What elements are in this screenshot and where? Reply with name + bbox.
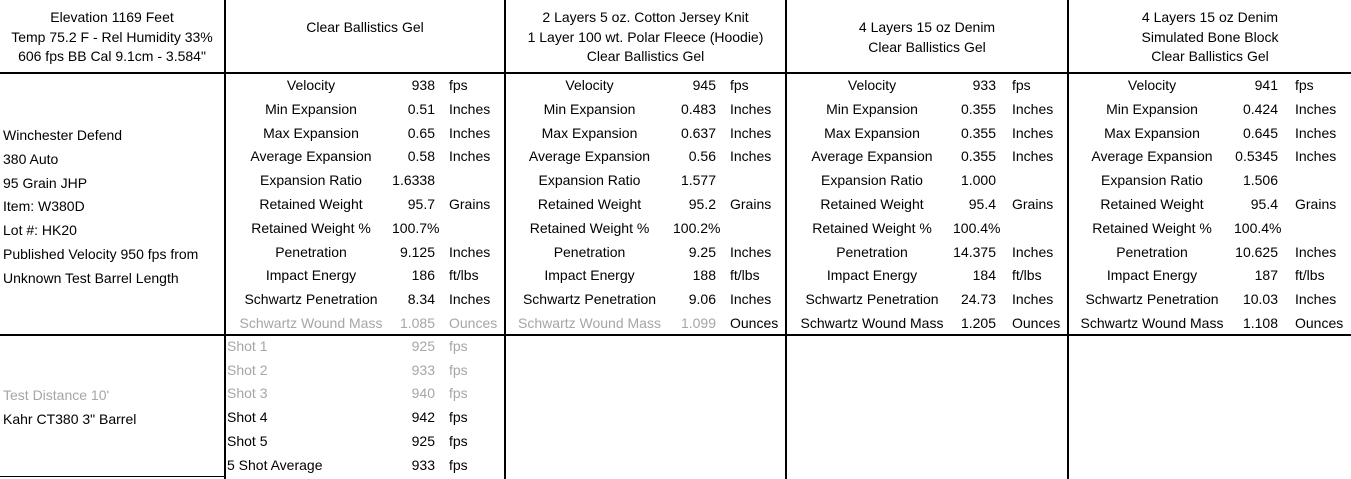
ammo-info-line: Unknown Test Barrel Length bbox=[3, 269, 179, 286]
retained-weight-unit: Grains bbox=[449, 196, 491, 212]
schwartz-wound-mass-unit: Ounces bbox=[1012, 315, 1061, 331]
min-expansion-label: Min Expansion bbox=[543, 100, 636, 117]
retained-weight-unit: Grains bbox=[730, 196, 772, 212]
expansion-ratio-value: 1.506 bbox=[1242, 172, 1278, 189]
average-expansion-label: Average Expansion bbox=[528, 148, 651, 165]
shot-label: Shot 1 bbox=[227, 338, 268, 354]
impact-energy-unit: ft/lbs bbox=[1295, 267, 1325, 284]
penetration-value: 14.375 bbox=[953, 243, 996, 260]
velocity-unit: fps bbox=[449, 77, 468, 93]
header-line: Clear Ballistics Gel bbox=[586, 48, 705, 64]
velocity-unit: fps bbox=[1012, 77, 1031, 93]
header-line: Simulated Bone Block bbox=[1141, 28, 1279, 45]
retained-weight-pct-value: 100.7% bbox=[392, 219, 440, 236]
average-expansion-value: 0.56 bbox=[688, 148, 716, 165]
impact-energy-label: Impact Energy bbox=[265, 267, 357, 284]
max-expansion-value: 0.637 bbox=[680, 124, 716, 141]
schwartz-wound-mass-value: 1.099 bbox=[680, 315, 716, 331]
min-expansion-value: 0.483 bbox=[680, 100, 716, 117]
impact-energy-value: 187 bbox=[1254, 267, 1278, 284]
penetration-value: 9.125 bbox=[399, 243, 435, 260]
shot-unit: fps bbox=[449, 385, 468, 402]
average-expansion-value: 0.58 bbox=[407, 148, 435, 165]
schwartz-wound-mass-unit: Ounces bbox=[449, 315, 498, 331]
shot-unit: fps bbox=[449, 432, 468, 449]
min-expansion-value: 0.355 bbox=[960, 100, 996, 117]
schwartz-penetration-label: Schwartz Penetration bbox=[1085, 291, 1219, 308]
impact-energy-value: 184 bbox=[972, 267, 996, 284]
min-expansion-unit: Inches bbox=[449, 100, 491, 117]
medium-header-col4 bbox=[1069, 8, 1351, 67]
expansion-ratio-value: 1.577 bbox=[680, 172, 716, 189]
max-expansion-value: 0.65 bbox=[407, 124, 435, 141]
ammo-info-line: 380 Auto bbox=[3, 150, 59, 167]
header-line: 4 Layers 15 oz Denim bbox=[858, 19, 996, 35]
penetration-value: 9.25 bbox=[688, 243, 716, 260]
shot-velocity: 933 bbox=[411, 456, 435, 473]
velocity-value: 938 bbox=[411, 77, 435, 93]
penetration-label: Penetration bbox=[275, 243, 347, 260]
max-expansion-unit: Inches bbox=[1012, 124, 1054, 141]
test-distance: Test Distance 10' bbox=[3, 387, 110, 403]
shot-unit: fps bbox=[449, 456, 468, 473]
schwartz-wound-mass-value: 1.085 bbox=[399, 315, 435, 331]
schwartz-penetration-value: 9.06 bbox=[688, 291, 716, 308]
average-expansion-value: 0.355 bbox=[960, 148, 996, 165]
impact-energy-unit: ft/lbs bbox=[730, 267, 760, 284]
impact-energy-value: 186 bbox=[411, 267, 435, 284]
shot-unit: fps bbox=[449, 409, 468, 426]
retained-weight-unit: Grains bbox=[1012, 196, 1054, 212]
medium-header-col1 bbox=[226, 18, 504, 38]
retained-weight-unit: Grains bbox=[1295, 196, 1337, 212]
impact-energy-label: Impact Energy bbox=[544, 267, 635, 284]
velocity-unit: fps bbox=[730, 77, 749, 93]
retained-weight-label: Retained Weight bbox=[820, 196, 924, 212]
average-expansion-unit: Inches bbox=[1295, 148, 1337, 165]
min-expansion-label: Min Expansion bbox=[826, 100, 918, 117]
schwartz-penetration-value: 24.73 bbox=[960, 291, 996, 308]
min-expansion-unit: Inches bbox=[1295, 100, 1337, 117]
header-line: Clear Ballistics Gel bbox=[868, 38, 986, 55]
max-expansion-value: 0.645 bbox=[1242, 124, 1278, 141]
max-expansion-label: Max Expansion bbox=[824, 124, 920, 141]
shot-velocity: 933 bbox=[411, 361, 435, 378]
average-expansion-value: 0.5345 bbox=[1235, 148, 1278, 165]
ammo-info-line: Lot #: HK20 bbox=[3, 222, 77, 239]
average-expansion-unit: Inches bbox=[730, 148, 772, 165]
shot-label: Shot 4 bbox=[227, 409, 268, 426]
impact-energy-unit: ft/lbs bbox=[1012, 267, 1042, 284]
retained-weight-pct-value: 100.4% bbox=[953, 219, 1001, 236]
schwartz-wound-mass-label: Schwartz Wound Mass bbox=[1080, 315, 1224, 331]
min-expansion-unit: Inches bbox=[730, 100, 772, 117]
retained-weight-pct-value: 100.4% bbox=[1234, 219, 1282, 236]
min-expansion-label: Min Expansion bbox=[265, 100, 357, 117]
expansion-ratio-value: 1.6338 bbox=[392, 172, 435, 189]
header-line: 4 Layers 15 oz Denim bbox=[1141, 9, 1279, 25]
max-expansion-unit: Inches bbox=[1295, 124, 1337, 141]
expansion-ratio-label: Expansion Ratio bbox=[821, 172, 923, 189]
retained-weight-label: Retained Weight bbox=[259, 196, 363, 212]
average-expansion-label: Average Expansion bbox=[811, 148, 933, 165]
expansion-ratio-label: Expansion Ratio bbox=[538, 172, 641, 189]
shot-velocity: 925 bbox=[411, 432, 435, 449]
velocity-label: Velocity bbox=[847, 77, 897, 93]
header-line: Temp 75.2 F - Rel Humidity 33% bbox=[11, 28, 213, 45]
ammo-info-line: Item: W380D bbox=[3, 198, 85, 215]
schwartz-wound-mass-label: Schwartz Wound Mass bbox=[518, 315, 661, 331]
retained-weight-value: 95.4 bbox=[1250, 196, 1278, 212]
velocity-value: 945 bbox=[692, 77, 716, 93]
schwartz-penetration-value: 8.34 bbox=[407, 291, 435, 308]
retained-weight-value: 95.4 bbox=[968, 196, 996, 212]
penetration-value: 10.625 bbox=[1235, 243, 1278, 260]
retained-weight-label: Retained Weight bbox=[1100, 196, 1204, 212]
impact-energy-label: Impact Energy bbox=[1106, 267, 1198, 284]
schwartz-wound-mass-value: 1.205 bbox=[960, 315, 996, 331]
expansion-ratio-value: 1.000 bbox=[960, 172, 996, 189]
velocity-value: 933 bbox=[972, 77, 996, 93]
retained-weight-value: 95.7 bbox=[407, 196, 435, 212]
header-line: 606 fps BB Cal 9.1cm - 3.584" bbox=[18, 48, 206, 64]
shot-label: Shot 2 bbox=[227, 361, 268, 378]
penetration-unit: Inches bbox=[730, 243, 772, 260]
schwartz-wound-mass-label: Schwartz Wound Mass bbox=[800, 315, 944, 331]
max-expansion-value: 0.355 bbox=[960, 124, 996, 141]
impact-energy-unit: ft/lbs bbox=[449, 267, 479, 284]
retained-weight-label: Retained Weight bbox=[537, 196, 642, 212]
shot-label: Shot 3 bbox=[227, 385, 268, 402]
test-firearm: Kahr CT380 3" Barrel bbox=[3, 410, 137, 427]
impact-energy-label: Impact Energy bbox=[826, 267, 918, 284]
header-line: 2 Layers 5 oz. Cotton Jersey Knit bbox=[542, 9, 749, 25]
schwartz-penetration-label: Schwartz Penetration bbox=[244, 291, 378, 308]
min-expansion-unit: Inches bbox=[1012, 100, 1054, 117]
expansion-ratio-label: Expansion Ratio bbox=[260, 172, 362, 189]
max-expansion-unit: Inches bbox=[449, 124, 491, 141]
shot-unit: fps bbox=[449, 338, 468, 354]
shot-unit: fps bbox=[449, 361, 468, 378]
ammo-info bbox=[3, 124, 198, 291]
retained-weight-pct-label: Retained Weight % bbox=[812, 219, 932, 236]
schwartz-penetration-label: Schwartz Penetration bbox=[805, 291, 939, 308]
expansion-ratio-label: Expansion Ratio bbox=[1101, 172, 1203, 189]
penetration-unit: Inches bbox=[449, 243, 491, 260]
shot-label: 5 Shot Average bbox=[227, 456, 323, 473]
retained-weight-pct-label: Retained Weight % bbox=[251, 219, 371, 236]
penetration-label: Penetration bbox=[1116, 243, 1188, 260]
retained-weight-pct-label: Retained Weight % bbox=[529, 219, 650, 236]
min-expansion-label: Min Expansion bbox=[1106, 100, 1198, 117]
average-expansion-label: Average Expansion bbox=[1091, 148, 1213, 165]
shot-label: Shot 5 bbox=[227, 432, 268, 449]
schwartz-penetration-value: 10.03 bbox=[1242, 291, 1278, 308]
schwartz-wound-mass-unit: Ounces bbox=[1295, 315, 1344, 331]
penetration-unit: Inches bbox=[1012, 243, 1054, 260]
velocity-label: Velocity bbox=[286, 77, 336, 93]
impact-energy-value: 188 bbox=[692, 267, 716, 284]
shot-velocity: 942 bbox=[411, 409, 435, 426]
schwartz-wound-mass-unit: Ounces bbox=[730, 315, 779, 331]
average-expansion-unit: Inches bbox=[1012, 148, 1054, 165]
schwartz-penetration-label: Schwartz Penetration bbox=[522, 291, 657, 308]
schwartz-wound-mass-value: 1.108 bbox=[1242, 315, 1278, 331]
test-info bbox=[3, 384, 136, 432]
medium-header-col2 bbox=[506, 8, 785, 67]
retained-weight-pct-value: 100.2% bbox=[673, 219, 721, 236]
header-line: Elevation 1169 Feet bbox=[50, 9, 174, 25]
max-expansion-label: Max Expansion bbox=[541, 124, 638, 141]
min-expansion-value: 0.424 bbox=[1242, 100, 1278, 117]
average-expansion-label: Average Expansion bbox=[250, 148, 372, 165]
schwartz-penetration-unit: Inches bbox=[1012, 291, 1054, 308]
average-expansion-unit: Inches bbox=[449, 148, 491, 165]
ammo-info-line: Winchester Defend bbox=[3, 127, 123, 143]
header-line: Clear Ballistics Gel bbox=[306, 19, 424, 35]
header-line: 1 Layer 100 wt. Polar Fleece (Hoodie) bbox=[527, 28, 764, 45]
penetration-label: Penetration bbox=[836, 243, 908, 260]
max-expansion-label: Max Expansion bbox=[263, 124, 359, 141]
retained-weight-pct-label: Retained Weight % bbox=[1092, 219, 1212, 236]
shot-velocity: 940 bbox=[411, 385, 435, 402]
header-line: Clear Ballistics Gel bbox=[1151, 48, 1269, 64]
max-expansion-unit: Inches bbox=[730, 124, 772, 141]
medium-header-col3 bbox=[787, 18, 1067, 57]
velocity-label: Velocity bbox=[1127, 77, 1177, 93]
shot-velocity: 925 bbox=[411, 338, 435, 354]
max-expansion-label: Max Expansion bbox=[1104, 124, 1200, 141]
schwartz-penetration-unit: Inches bbox=[449, 291, 491, 308]
ammo-info-line: 95 Grain JHP bbox=[3, 174, 88, 191]
schwartz-penetration-unit: Inches bbox=[1295, 291, 1337, 308]
velocity-label: Velocity bbox=[565, 77, 614, 93]
velocity-unit: fps bbox=[1295, 77, 1314, 93]
conditions-header bbox=[0, 8, 224, 67]
min-expansion-value: 0.51 bbox=[407, 100, 435, 117]
schwartz-penetration-unit: Inches bbox=[730, 291, 772, 308]
retained-weight-value: 95.2 bbox=[688, 196, 716, 212]
bottom-border bbox=[0, 476, 224, 477]
schwartz-wound-mass-label: Schwartz Wound Mass bbox=[239, 315, 383, 331]
penetration-label: Penetration bbox=[553, 243, 626, 260]
velocity-value: 941 bbox=[1254, 77, 1278, 93]
ammo-info-line: Published Velocity 950 fps from bbox=[3, 245, 199, 262]
penetration-unit: Inches bbox=[1295, 243, 1337, 260]
